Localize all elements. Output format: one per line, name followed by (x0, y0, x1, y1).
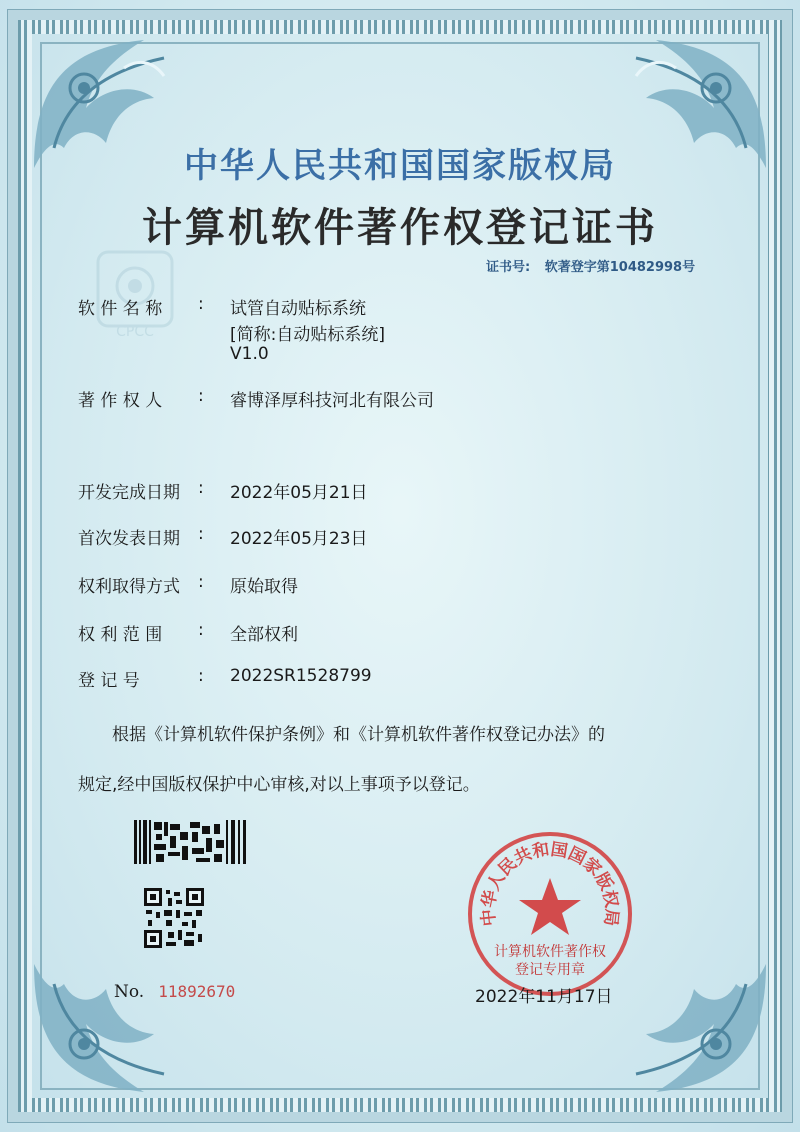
serial-label: No. (114, 982, 145, 1002)
svg-text:计算机软件著作权: 计算机软件著作权 (494, 944, 606, 960)
issuing-authority: 中华人民共和国国家版权局 (184, 146, 616, 186)
first-publish-date-value: 2022年05月23日 (230, 529, 368, 549)
issue-date: 2022年11月17日 (475, 987, 613, 1007)
field-colon: : (198, 478, 204, 498)
watermark-logo (92, 246, 178, 338)
field-colon: : (198, 294, 204, 314)
software-short-name-value: [简称:自动贴标系统] (230, 325, 385, 345)
software-name-value: 试管自动贴标系统 (230, 299, 366, 319)
rights-scope-value: 全部权利 (230, 625, 298, 645)
corner-ornament-icon (24, 954, 194, 1104)
software-version-value: V1.0 (230, 344, 269, 364)
field-label: 登 记 号 (78, 671, 140, 691)
certificate-number (486, 256, 695, 275)
statement-line-2: 规定,经中国版权保护中心审核,对以上事项予以登记。 (78, 775, 480, 795)
statement-line-1: 根据《计算机软件保护条例》和《计算机软件著作权登记办法》的 (112, 725, 605, 745)
field-colon: : (198, 386, 204, 406)
field-colon: : (198, 524, 204, 544)
barcode-icon (134, 820, 250, 864)
field-colon: : (198, 620, 204, 640)
rights-method-value: 原始取得 (230, 577, 298, 597)
field-colon: : (198, 666, 204, 686)
svg-text:CPCC: CPCC (116, 324, 154, 338)
registration-statement (78, 710, 728, 810)
copyright-owner-value: 睿博泽厚科技河北有限公司 (230, 391, 434, 411)
certificate-title: 计算机软件著作权登记证书 (142, 205, 658, 251)
certificate-serial (114, 982, 235, 1002)
field-colon: : (198, 572, 204, 592)
field-label: 首次发表日期 (78, 529, 180, 549)
svg-text:中华人民共和国国家版权局: 中华人民共和国国家版权局 (478, 839, 622, 928)
field-label: 权 利 范 围 (78, 625, 163, 645)
star-icon (519, 878, 581, 935)
certificate-number-value: 软著登字第10482998号 (544, 260, 696, 275)
dev-completion-date-value: 2022年05月21日 (230, 483, 368, 503)
svg-text:登记专用章: 登记专用章 (515, 962, 585, 978)
field-label: 开发完成日期 (78, 483, 180, 503)
serial-value: 11892670 (158, 982, 236, 1001)
certificate-number-label: 证书号: (486, 260, 531, 275)
official-seal-icon (466, 830, 634, 998)
field-label: 软 件 名 称 (78, 299, 163, 319)
field-label: 权利取得方式 (78, 577, 180, 597)
registration-no-value: 2022SR1528799 (230, 666, 372, 686)
field-label: 著 作 权 人 (78, 391, 163, 411)
qr-code-icon (144, 888, 204, 948)
